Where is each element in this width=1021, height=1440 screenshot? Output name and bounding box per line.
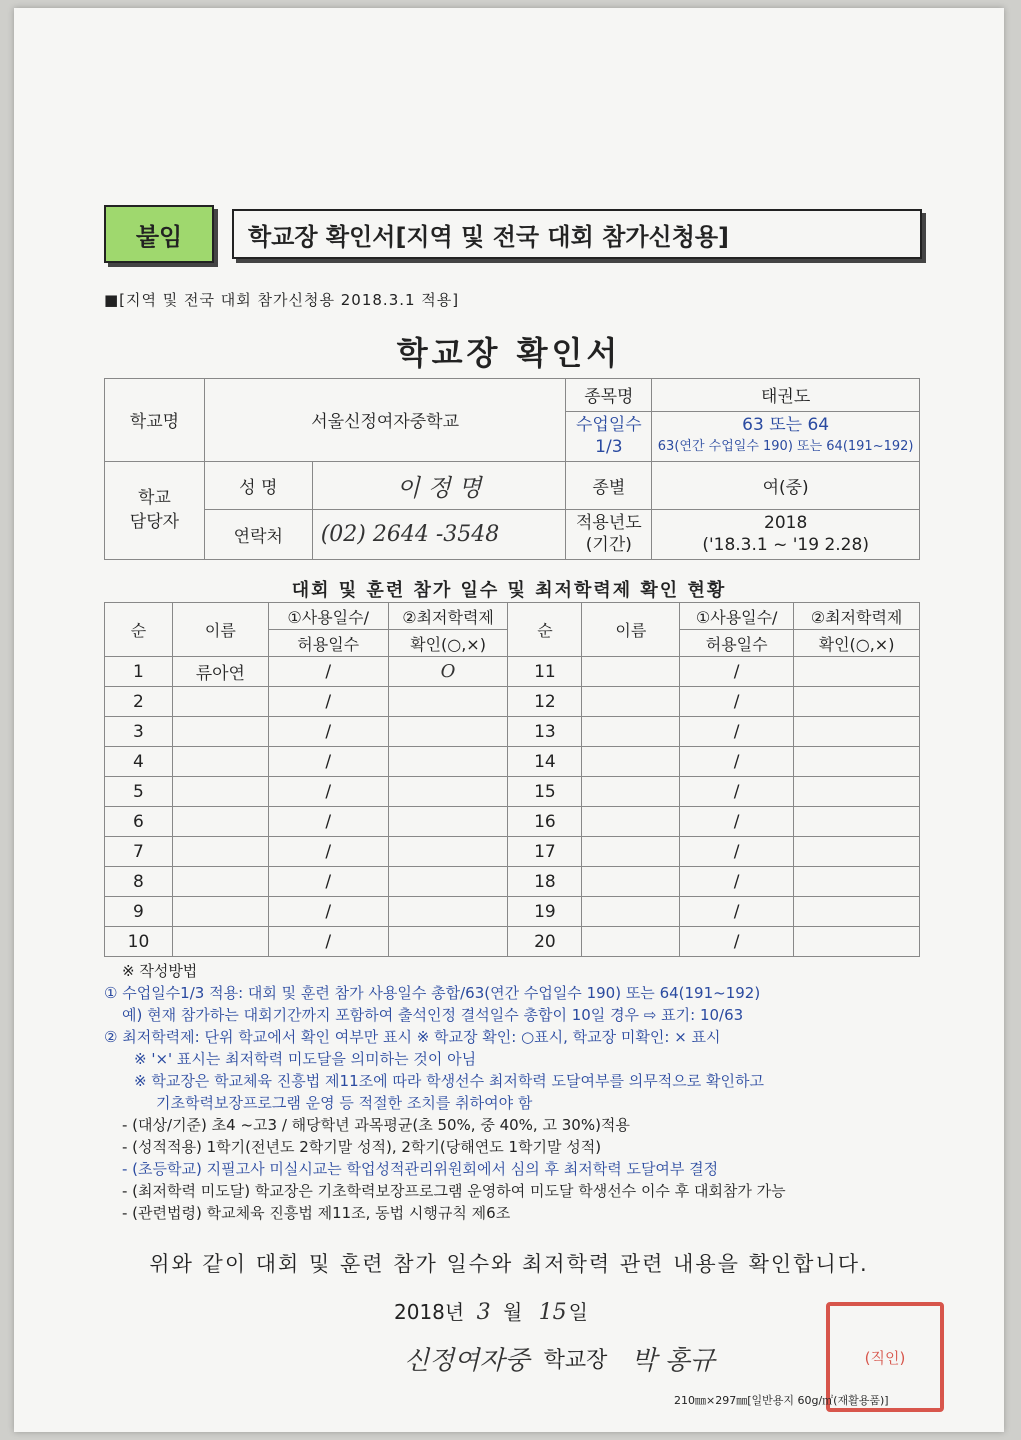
school-handwritten: 신정여자중 (404, 1346, 530, 1376)
row-days: / (680, 717, 794, 747)
note-2a: ※ '×' 표시는 최저학력 미도달을 의미하는 것이 아님 (134, 1050, 477, 1068)
school-name-value: 서울신정여자중학교 (204, 378, 566, 461)
date-day-unit: 일 (568, 1300, 588, 1324)
applicability-note: ■[지역 및 전국 대회 참가신청용 2018.3.1 적용] (104, 291, 460, 309)
row-num: 15 (508, 777, 582, 807)
contact-value: (02) 2644 -3548 (312, 509, 566, 559)
header-days-2-right: 허용일수 (680, 630, 794, 657)
row-num: 9 (105, 897, 173, 927)
detail-2: - (성적적용) 1학기(전년도 2학기말 성적), 2학기(당해연도 1학기말 성적) (122, 1138, 602, 1156)
principal-title: 학교장 (543, 1348, 608, 1373)
header-name: 이름 (172, 603, 268, 657)
row-days: / (268, 657, 388, 687)
row-check (388, 747, 508, 777)
row-num: 13 (508, 717, 582, 747)
row-days: / (680, 837, 794, 867)
row-days: / (680, 897, 794, 927)
detail-3: - (초등학교) 지필고사 미실시교는 학업성적관리위원회에서 심의 후 최저학력 도달여부 결정 (122, 1160, 719, 1178)
row-name (582, 897, 680, 927)
table-row (105, 747, 920, 777)
school-name-label: 학교명 (105, 378, 205, 461)
row-days: / (680, 687, 794, 717)
row-check (794, 777, 920, 807)
row-days: / (680, 927, 794, 957)
days-label-2: 1/3 (595, 437, 623, 457)
note-1: ① 수업일수1/3 적용: 대회 및 훈련 참가 사용일수 총합/63(연간 수업일수 190) 또는 64(191~192) (104, 984, 761, 1002)
row-check (794, 927, 920, 957)
notes-heading: ※ 작성방법 (122, 962, 198, 980)
row-name (582, 777, 680, 807)
note-2b: ※ 학교장은 학교체육 진흥법 제11조에 따라 학생선수 최저학력 도달여부를 의무적으로 확인하고 (134, 1072, 764, 1090)
year-value-2: ('18.3.1 ~ '19 2.28) (702, 535, 869, 555)
table-row (105, 717, 920, 747)
row-num: 3 (105, 717, 173, 747)
note-2: ② 최저학력제: 단위 학교에서 확인 여부만 표시 ※ 학교장 확인: ○표시, 학교장 미확인: × 표시 (104, 1028, 721, 1046)
row-name (172, 867, 268, 897)
row-days: / (680, 867, 794, 897)
row-check (794, 657, 920, 687)
row-num: 8 (105, 867, 173, 897)
header-num: 순 (105, 603, 173, 657)
row-check (388, 717, 508, 747)
row-days: / (680, 747, 794, 777)
header-check-1: ②최저학력제 (388, 603, 508, 630)
header-name-right: 이름 (582, 603, 680, 657)
row-num: 4 (105, 747, 173, 777)
row-days: / (268, 807, 388, 837)
row-check (388, 867, 508, 897)
date-month: 3 (476, 1300, 491, 1325)
row-num: 19 (508, 897, 582, 927)
row-name (172, 747, 268, 777)
principal-signature (404, 1340, 715, 1377)
event-value: 태권도 (652, 378, 920, 411)
row-check (794, 717, 920, 747)
row-check (794, 687, 920, 717)
row-num: 18 (508, 867, 582, 897)
row-name: 류아연 (172, 657, 268, 687)
row-name (582, 867, 680, 897)
row-days: / (268, 717, 388, 747)
row-check (388, 807, 508, 837)
row-num: 17 (508, 837, 582, 867)
table-row (105, 837, 920, 867)
row-name (582, 687, 680, 717)
type-label: 종별 (566, 461, 652, 509)
row-days: / (268, 837, 388, 867)
table-row (105, 687, 920, 717)
header-check-1-right: ②최저학력제 (794, 603, 920, 630)
row-check (794, 897, 920, 927)
manager-name-handwritten: 이 정 명 (312, 461, 566, 509)
row-name (582, 837, 680, 867)
table-row (105, 867, 920, 897)
row-num: 20 (508, 927, 582, 957)
row-num: 14 (508, 747, 582, 777)
row-num: 10 (105, 927, 173, 957)
table-row (105, 807, 920, 837)
row-num: 12 (508, 687, 582, 717)
note-1-example: 예) 현재 참가하는 대회기간까지 포함하여 출석인정 결석일수 총합이 10일 경우 ⇨ 표기: 10/63 (122, 1006, 744, 1024)
row-name (172, 897, 268, 927)
row-name (172, 777, 268, 807)
header-days-2: 허용일수 (268, 630, 388, 657)
row-name (582, 807, 680, 837)
row-check (794, 747, 920, 777)
row-check (388, 837, 508, 867)
attachment-badge: 붙임 (104, 205, 214, 263)
row-days: / (268, 927, 388, 957)
year-value-1: 2018 (764, 513, 808, 533)
row-name (582, 747, 680, 777)
row-days: / (680, 777, 794, 807)
row-check (794, 867, 920, 897)
days-value-2: 63(연간 수업일수 190) 또는 64(191~192) (657, 439, 914, 454)
year-label-1: 적용년도 (575, 513, 642, 533)
row-name (172, 927, 268, 957)
row-days: / (268, 777, 388, 807)
row-days: / (268, 897, 388, 927)
row-days: / (268, 867, 388, 897)
header-check-2-right: 확인(○,×) (794, 630, 920, 657)
detail-5: - (관련법령) 학교체육 진흥법 제11조, 동법 시행규칙 제6조 (122, 1204, 511, 1222)
row-check (794, 837, 920, 867)
row-days: / (268, 747, 388, 777)
row-check (794, 807, 920, 837)
row-name (172, 687, 268, 717)
signature-date (394, 1296, 588, 1325)
header-num-right: 순 (508, 603, 582, 657)
table-row (105, 657, 920, 687)
row-num: 2 (105, 687, 173, 717)
row-days: / (680, 807, 794, 837)
row-num: 11 (508, 657, 582, 687)
row-check (388, 927, 508, 957)
main-title: 학교장 확인서 (396, 334, 622, 372)
header-check-2: 확인(○,×) (388, 630, 508, 657)
row-num: 16 (508, 807, 582, 837)
participation-roster-table (104, 602, 920, 957)
row-num: 1 (105, 657, 173, 687)
header-days-1-right: ①사용일수/ (680, 603, 794, 630)
principal-name-handwritten: 박 홍규 (631, 1346, 715, 1376)
year-label-2: (기간) (585, 535, 632, 555)
row-days: / (680, 657, 794, 687)
row-check (388, 777, 508, 807)
header-days-1: ①사용일수/ (268, 603, 388, 630)
row-num: 7 (105, 837, 173, 867)
paper-spec: 210㎜×297㎜[일반용지 60g/㎡(재활용품)] (674, 1394, 889, 1407)
table-row (105, 927, 920, 957)
seal-label: (직인) (864, 1348, 906, 1367)
type-value: 여(중) (652, 461, 920, 509)
days-value-1: 63 또는 64 (742, 415, 830, 435)
row-name (582, 927, 680, 957)
row-check (388, 897, 508, 927)
closing-statement: 위와 같이 대회 및 훈련 참가 일수와 최저학력 관련 내용을 확인합니다. (149, 1252, 869, 1276)
row-name (172, 807, 268, 837)
row-num: 6 (105, 807, 173, 837)
instructions (104, 960, 954, 1224)
manager-label: 학교 담당자 (105, 461, 205, 559)
days-label-1: 수업일수 (575, 415, 642, 435)
detail-4: - (최저학력 미도달) 학교장은 기초학력보장프로그램 운영하여 미도달 학생선수 이수 후 대회참가 가능 (122, 1182, 786, 1200)
row-name (582, 657, 680, 687)
section-title: 대회 및 훈련 참가 일수 및 최저학력제 확인 현황 (291, 580, 727, 601)
document-page (14, 8, 1004, 1432)
note-2c: 기초학력보장프로그램 운영 등 적절한 조치를 취하여야 함 (156, 1094, 533, 1112)
school-info-table (104, 378, 920, 560)
detail-1: - (대상/기준) 초4 ~고3 / 해당학년 과목평균(초 50%, 중 40%, 고 30%)적용 (122, 1116, 630, 1134)
row-num: 5 (105, 777, 173, 807)
table-row (105, 897, 920, 927)
table-row (105, 777, 920, 807)
date-year: 2018년 (394, 1300, 465, 1324)
row-name (582, 717, 680, 747)
contact-label: 연락처 (204, 509, 312, 559)
row-check: O (388, 657, 508, 687)
event-label: 종목명 (566, 378, 652, 411)
document-heading: 학교장 확인서[지역 및 전국 대회 참가신청용] (232, 209, 922, 259)
row-check (388, 687, 508, 717)
name-label: 성 명 (204, 461, 312, 509)
row-days: / (268, 687, 388, 717)
row-name (172, 717, 268, 747)
date-month-unit: 월 (502, 1300, 523, 1324)
date-day: 15 (538, 1300, 567, 1325)
row-name (172, 837, 268, 867)
